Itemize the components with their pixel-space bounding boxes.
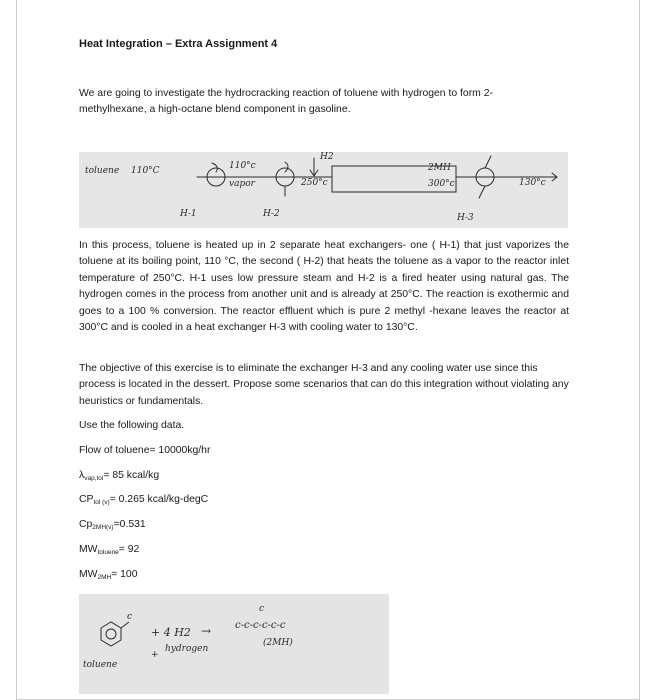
cp-2mh-subscript: 2MH(v) [92, 524, 114, 531]
intro-paragraph: We are going to investigate the hydrocracking reaction of toluene with hydrogen to form 2-methylhexane, a high-octane blend component in gasoline. [79, 88, 493, 116]
cp-toluene-line [79, 494, 208, 506]
mw-toluene-value: = 92 [118, 544, 140, 555]
h3-label: H-3 [457, 213, 474, 223]
cp-toluene-subscript: tol (v) [93, 499, 110, 506]
h1-out-phase: vapor [229, 179, 255, 189]
data-intro: Use the following data. [79, 420, 185, 431]
product-label: (2MH) [263, 638, 293, 648]
toluene-label: toluene [83, 660, 118, 670]
process-flow-sketch [79, 152, 568, 228]
h1-out-temp: 110°c [229, 161, 256, 171]
plus-sign: + [151, 650, 159, 660]
branch-carbon: c [259, 604, 265, 614]
mw-2mh-line [79, 569, 138, 581]
toluene-ring-drawing [79, 594, 389, 694]
hydrogen-feed-arrow [310, 158, 318, 176]
mw-toluene-symbol: MW [79, 544, 98, 555]
lambda-value: = 85 kcal/kg [103, 470, 160, 481]
feed-label: toluene [85, 166, 120, 176]
lambda-subscript: vap,tol [84, 475, 104, 482]
cp-2mh-symbol: Cp [79, 519, 93, 530]
cp-toluene-symbol: CP [79, 494, 94, 505]
objective-paragraph: The objective of this exercise is to eliminate the exchanger H-3 and any cooling water use since this process is located in the dessert. Propose some scenarios that can do this integration without violating any heuristics or fundamentals. [79, 363, 569, 407]
mw-2mh-subscript: 2MH [97, 574, 112, 581]
benzene-ring-icon [101, 622, 121, 646]
h3-out-temp: 130°c [519, 178, 546, 188]
lambda-symbol: λ [79, 470, 85, 481]
h1-label: H-1 [180, 209, 197, 219]
hydrogen-word: hydrogen [165, 644, 209, 654]
cp-2mh-line [79, 519, 146, 531]
mw-2mh-value: = 100 [111, 569, 138, 580]
hydrogen-coefficient: + 4 H2 [151, 626, 191, 639]
mw-toluene-subscript: toluene [97, 549, 119, 556]
methyl-c: c [127, 612, 133, 622]
reaction-arrow: → [201, 624, 212, 638]
cp-2mh-value: =0.531 [113, 519, 146, 530]
mw-2mh-symbol: MW [79, 569, 98, 580]
cp-toluene-value: = 0.265 kcal/kg-degC [109, 494, 209, 505]
lambda-line [79, 470, 159, 482]
feed-temp: 110°C [131, 166, 160, 176]
hydrogen-label: H2 [320, 152, 334, 162]
reactor-out-temp: 300°c [428, 179, 455, 189]
mw-toluene-line [79, 544, 139, 556]
flow-line: Flow of toluene= 10000kg/hr [79, 445, 211, 456]
reaction-sketch [79, 594, 389, 694]
page-title: Heat Integration – Extra Assignment 4 [79, 38, 278, 50]
h2-out-temp: 250°c [301, 178, 328, 188]
process-description: In this process, toluene is heated up in 2 separate heat exchangers- one ( H-1) that just vaporizes the toluene at its boiling point, 110 °C, the second ( H-2) that heats the toluene as a vapor to the reactor inlet temperature of 250°C. H-1 uses low pressure steam and H-2 is a fired heater using natural gas. The hydrogen comes in the process from another unit and is already at 250°C. The reaction is exothermic and goes to a 100 % conversion. The reactor effluent which is pure 2 methyl -hexane leaves the reactor at 300°C and is cooled in a heat exchanger H-3 with cooling water to 130°C. [79, 240, 569, 334]
product-formula: c-c-c-c-c-c [235, 620, 286, 631]
reactor-product: 2MH [428, 163, 451, 173]
process-flow-drawing [79, 152, 568, 228]
h2-label: H-2 [263, 209, 280, 219]
